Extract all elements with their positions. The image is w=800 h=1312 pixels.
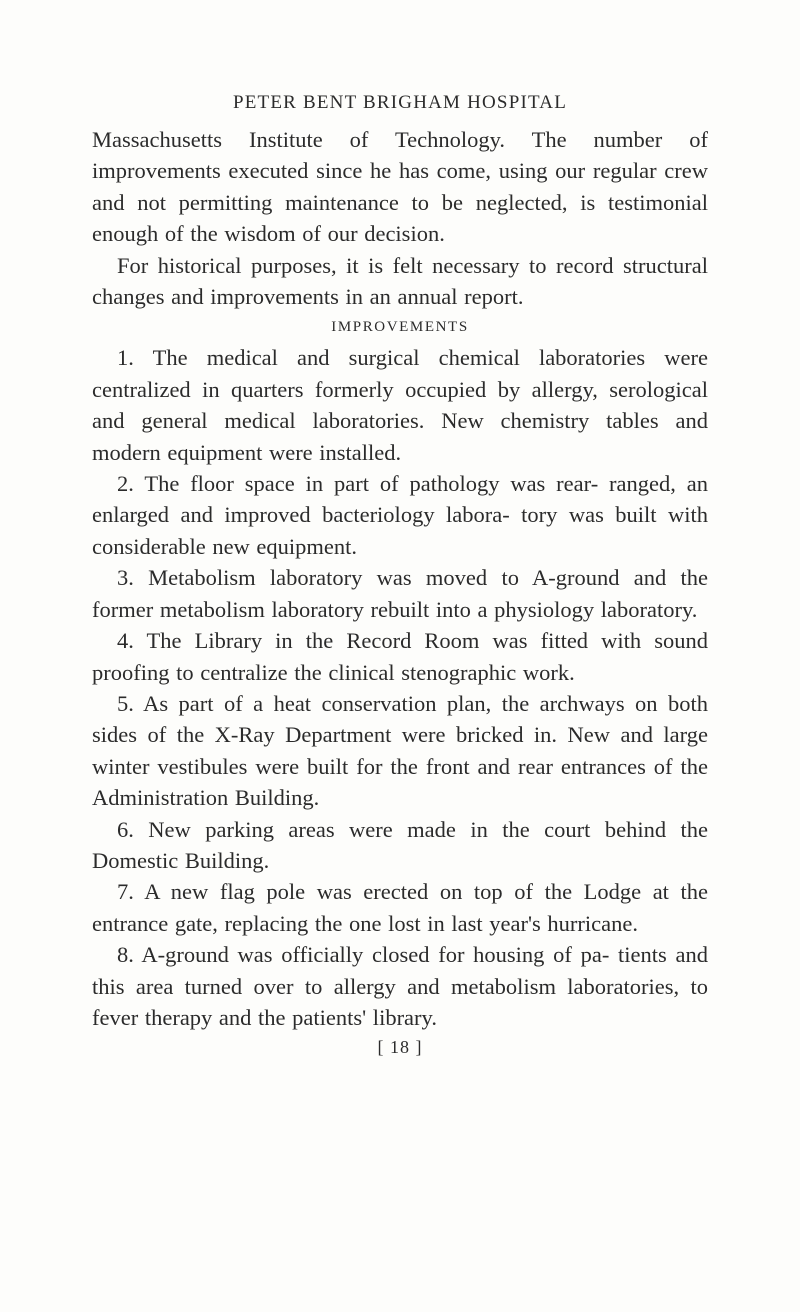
improvement-item-7: 7. A new flag pole was erected on top of the Lodge at the entrance gate, replacing the one lost in last year's hurricane. — [92, 879, 708, 936]
improvement-item-5: 5. As part of a heat conservation plan, the archways on both sides of the X-Ray Department were bricked in. New and large winter vestibules were built for the front and rear entrances of the Administration Building. — [92, 690, 708, 811]
improvement-item-6: 6. New parking areas were made in the court behind the Domestic Building. — [92, 816, 708, 873]
body-paragraph-continued: Massachusetts Institute of Technology. The number of improvements executed since he has come, using our regular crew and not permitting maintenance to be neglected, is testimonial enough of the wisdom of our decision. — [92, 127, 708, 247]
section-heading-improvements: IMPROVEMENTS — [331, 319, 469, 336]
improvement-item-2: 2. The floor space in part of pathology was rear- ranged, an enlarged and improved bacteriology labora- tory was built with considerable new equipment. — [92, 471, 708, 559]
body-paragraph-historical: For historical purposes, it is felt necessary to record structural changes and improvements in an annual report. — [92, 252, 708, 310]
improvement-item-4: 4. The Library in the Record Room was fitted with sound proofing to centralize the clinical stenographic work. — [92, 628, 708, 685]
running-head: PETER BENT BRIGHAM HOSPITAL — [232, 92, 567, 113]
improvement-item-1: 1. The medical and surgical chemical laboratories were centralized in quarters formerly occupied by allergy, serological and general medical laboratories. New chemistry tables and modern equipment were installed. — [92, 345, 708, 465]
improvement-item-3: 3. Metabolism laboratory was moved to A-ground and the former metabolism laboratory rebuilt into a physiology laboratory. — [92, 565, 708, 622]
improvement-item-8: 8. A-ground was officially closed for housing of pa- tients and this area turned over to allergy and metabolism laboratories, to fever therapy and the patients' library. — [92, 942, 708, 1030]
page-number: [ 18 ] — [377, 1037, 423, 1058]
document-page — [92, 92, 708, 1058]
